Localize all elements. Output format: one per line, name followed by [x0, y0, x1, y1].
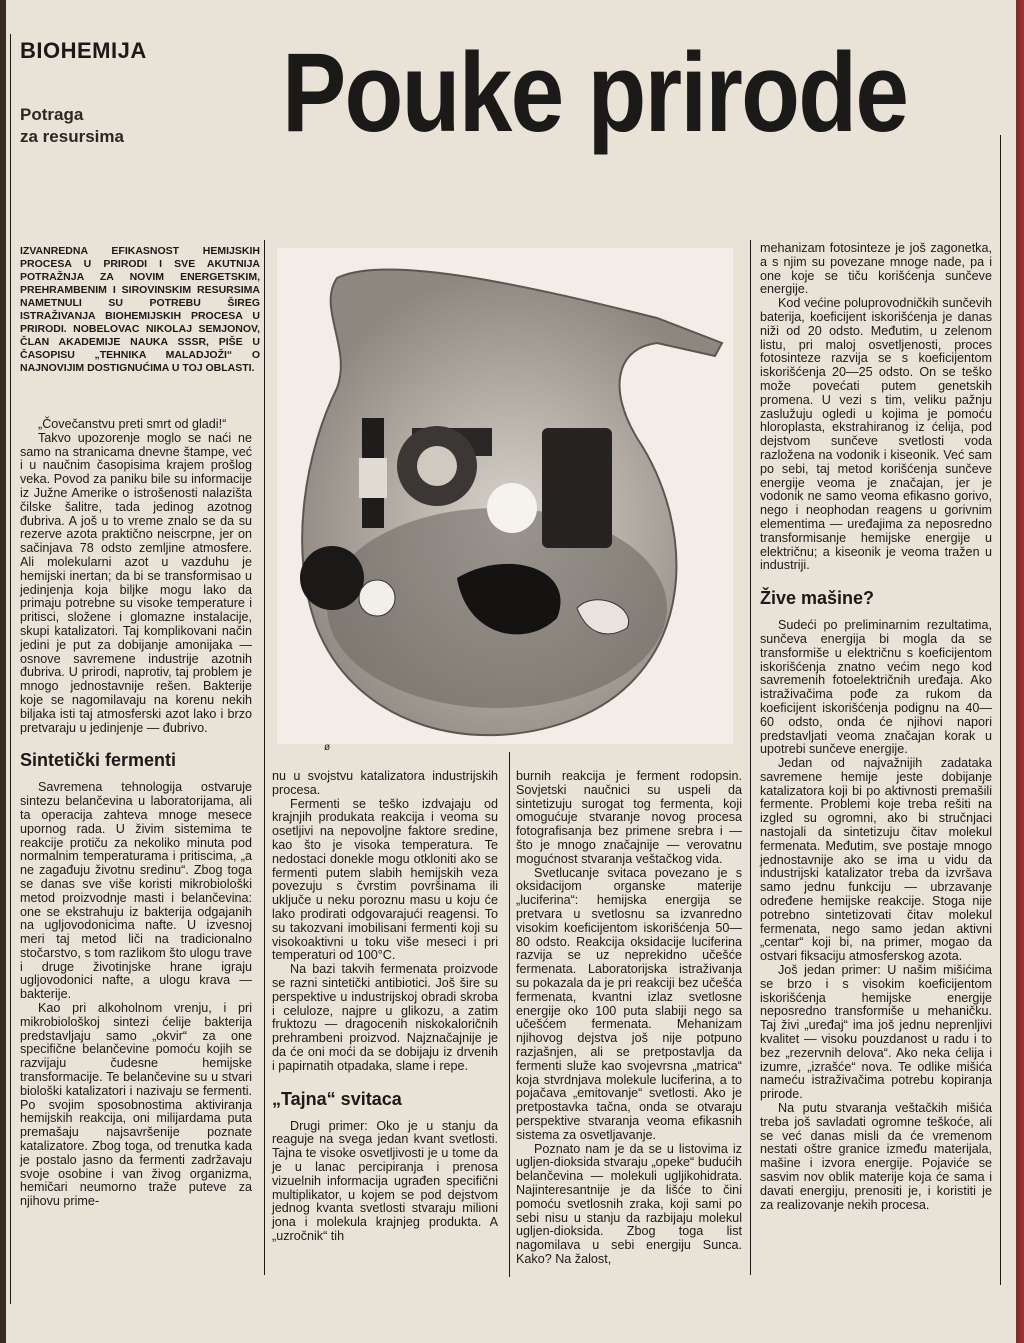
paragraph: Poznato nam je da se u listovima iz ugljen-dioksida stvaraju „opeke“ budućih belančevina — molekuli ugljikohidrata. Najinteresantnije je da lišće to čini pomoću svetlosnih zraka, koji sami po sebi nisu u stanju da razbijaju molekul ugljen-dioksida. Zbog toga list nagomilava u sebi energiju Sunca. Kako? Na žalost,	[516, 1141, 742, 1266]
text-column-4	[760, 242, 992, 1212]
paragraph: Još jedan primer: U našim mišićima se brzo i s visokim koeficijentom iskorišćenja hemijske energije neposredno transformiše u mehaničku. Taj živi „uređaj“ ima još jednu neprenljivi kvalitet — visoku pouzdanost u radu i to bez „rezervnih delova“. Ako neka ćelija i izumre, „izrašće“ nova. Te odlike mišića nameću istraživačima potrebu kopiranja prirode.	[760, 963, 992, 1102]
glass-flask-icon	[277, 248, 733, 744]
section-rule	[10, 34, 11, 1304]
subheading-tajna-svitaca: „Tajna“ svitaca	[272, 1088, 402, 1109]
paragraph: Svetlucanje svitaca povezano je s oksidacijom organske materije „luciferina“: hemijska energija se pretvara u svetlosnu sa izvanredno visokim koeficijentom iskorišćenja 50—80 odsto. Reakcija oksidacije luciferina razvija se uz neprekidno učešće fermenata. Laboratorijska istraživanja su pokazala da je pri reakciji bez učešća fermenata, kvantni izlaz svetlosne energije oko 100 puta slabiji nego sa učešćem fermenata. Mehanizam njihovog dejstva još nije potpuno razjašnjen, ali se pretpostavlja da fermenti služe kao svojevrsna „matrica“ koja stvrdnjava molekule luciferina, a to pojačava „emitovanje“ svetlosti. Ako je pretpostavka tačna, onda se otvaraju perspektive stvaranja veoma efikasnih sistema za osvetljavanje.	[516, 865, 742, 1142]
paragraph: nu u svojstvu katalizatora industrijskih procesa.	[272, 769, 498, 797]
paragraph: Savremena tehnologija ostvaruje sintezu belančevina u laboratorijama, ali ta operacija zahteva mnoge mesece upornog rada. U živim sistemima te reakcije protiču za nekoliko minuta pod normalnim temperaturama i pritiscima, „a ne zagađuju životnu sredinu“. Zbog toga se danas sve više koristi mikrobiološki metod proizvodnje masti i belančevina: one se ekstrahuju iz bakterija odgajanih na ugljovodonicima nafte. U izvesnoj meri taj metod liči na tradicionalno stočarstvo, s tom razlikom što ulogu trave i druge životinjske hrane igraju ugljovodonici nafte, a ulogu krava — bakterije.	[20, 780, 252, 1002]
column-rule-3	[750, 240, 751, 1275]
paragraph: Na putu stvaranja veštačkih mišića treba još savladati ogromne teškoće, ali se već danas misli da će vremenom nestati oštre granice između materijala, mašine i izvora energije. Pojaviće se sasvim nov oblik materije koja će sama i davati energiju, prenositi je, i koristiti je za realizovanje nekih procesa.	[760, 1101, 992, 1212]
article-lead: IZVANREDNA EFIKASNOST HEMIJSKIH PROCESA U PRIRODI I SVE AKUTNIJA POTRAŽNJA ZA NOVIM ENERGETSKIM, PREHRAMBENIM I SIROVINSKIM RESURSIMA NAMETNULI SU POTREBU ŠIREG ISTRAŽIVANJA BIOHEMIJSKIH PROCESA U PRIRODI. NOBELOVAC NIKOLAJ SEMJONOV, ČLAN AKADEMIJE NAUKA SSSR, PIŠE U ČASOPISU „TEHNIKA MALADJOŽI“ O NAJNOVIJIM DOSTIGNUĆIMA U TOJ OBLASTI.	[20, 245, 260, 374]
subheading-zive-masine: Žive mašine?	[760, 588, 875, 609]
subsection-line-1: Potraga	[20, 105, 84, 124]
article-headline: Pouke prirode	[282, 30, 908, 155]
column-rule-2	[509, 752, 510, 1277]
subheading-sinteticki-fermenti: Sintetički fermenti	[20, 750, 177, 771]
subsection-line-2: za resursima	[20, 127, 124, 146]
still-life-photo	[277, 248, 733, 744]
paragraph: burnih reakcija je ferment rodopsin. Sovjetski naučnici su uspeli da sintetizuju surogat tog fermenta, koji omogućuje stvaranje novog procesa fotografisanja bez primene srebra i — što je mnogo značajnije — verovatnu mogućnost stvaranja veštačkog vida.	[516, 769, 742, 866]
text-column-1	[20, 418, 252, 1209]
photo-mark: ø	[324, 742, 331, 753]
paragraph: mehanizam fotosinteze je još zagonetka, a s njim su povezane mnoge nade, pa i one koje se tiču korišćenja sunčeve energije.	[760, 241, 992, 297]
column-rule-1	[264, 240, 265, 1275]
text-column-2	[272, 770, 498, 1244]
text-column-3	[516, 770, 742, 1267]
paragraph: Kao pri alkoholnom vrenju, i pri mikrobiološkoj sintezi ćelije bakterija predstavljaju samo „okvir“ za one specifične belančevine pomoću kojih se razvijaju čudesne hemijske transformacije. Te belančevine su u stvari biološki katalizatori i nazivaju se fermenti. Po svojim sposobnostima aktiviranja hemijskih reakcija, oni milijardama puta premašaju najsavršenije poznate katalizatore. Zbog toga, od trenutka kada je postalo jasno da fermenti zadržavaju svoje osobine i van živog organizma, hemičari neumorno traže puteve za njihovu prime-	[20, 1001, 252, 1209]
paragraph: „Čovečanstvu preti smrt od gladi!“	[38, 417, 227, 431]
page-edge-left	[0, 0, 6, 1343]
paragraph: Sudeći po preliminarnim rezultatima, sunčeva energija bi mogla da se transformiše u električnu s koeficijentom iskorišćenja znatno većim nego kod savremenih fotoelektričnih uređaja. Ako istraživačima pođe za rukom da koeficijent iskorišćenja podignu na 40—60 odsto, onda će njihovi napori predstavljati veoma značajan korak u upotrebi sunčeve energije.	[760, 618, 992, 757]
paragraph: Na bazi takvih fermenata proizvode se razni sintetički antibiotici. Još šire su perspektive u industrijskoj obradi skroba i celuloze, najpre u glikozu, a zatim fruktozu — dragocenih niskokaloričnih prehrambeni proizvod. Najznačajnije je da će oni moći da se dobijaju iz drvenih i papirnatih otpadaka, slame i repe.	[272, 962, 498, 1073]
paragraph: Drugi primer: Oko je u stanju da reaguje na svega jedan kvant svetlosti. Tajna te visoke osvetljivosti je u tome da je u lanac percipiranja i prenosa vizuelnih informacija ugrađen specifični multiplikator, u kojem se pod dejstvom jednog kvanta svetlosti stvaraju milioni jona i molekula krajnjeg produkta. A „uzročnik“ tih	[272, 1118, 498, 1243]
paragraph: Kod većine poluprovodničkih sunčevih baterija, koeficijent iskorišćenja je danas niži od 20 odsto. Međutim, u zelenom listu, pri maloj osvetljenosti, proces fotosinteze razvija se s koeficijentom iskorišćenja 20—25 odsto. On se teško može povećati putem genetskih promena. U vezi s tim, veliku pažnju zaslužuju ogledi u kojima je pomoću hloroplasta, ekstrahiranog iz ćelija, pod dejstvom sunčeve svetlosti voda razložena na vodonik i kiseonik. Već sam po sebi, taj metod korišćenja sunčeve energije veoma je značajan, jer je vodonik ne samo veoma efikasno gorivo, nego i neophodan reagens u gorivnim elementima — uređajima za neposredno transformisanje hemijske energije u električnu; a kiseonik je veoma tražen u industriji.	[760, 296, 992, 573]
subsection-label	[20, 104, 124, 148]
page-edge-right	[1016, 0, 1024, 1343]
section-label: BIOHEMIJA	[20, 38, 147, 63]
paragraph: Takvo upozorenje moglo se naći ne samo na stranicama dnevne štampe, već i u naučnim časopisima krajem prošlog veka. Povod za paniku bile su informacije iz Južne Amerike o istrošenosti nalazišta čilske šalitre, tada jedinog azotnog đubriva. A još u to vreme znalo se da su rezerve azota praktično neiscrpne, jer on sačinjava 78 odsto zemljine atmosfere. Ali molekularni azot u vazduhu je hemijski inertan; da bi se transformisao u jedinjenja koja biljke mogu lako da primaju potrebne su visoke temperature i pritisci, složene i glomazne instalacije, skupi katalizatori. Taj komplikovani način jedini je put za dobijanje amonijaka — osnove savremene industrije azotnih đubriva. U prirodi, naprotiv, taj problem je mnogo jednostavnije rešen. Bakterije koje se nagomilavaju na korenu nekih biljaka isti taj atmosferski azot lako i brzo pretvaraju u jedinjenje — đubrivo.	[20, 430, 252, 735]
paragraph: Jedan od najvažnijih zadataka savremene hemije jeste dobijanje katalizatora koji bi po aktivnosti premašili fermente. Problemi koje treba rešiti na izgled su ogromni, ako bi stručnjaci nastojali da sintetizuju čitav molekul fermenata. Međutim, sve postaje mnogo jednostavnije ako se ima u vidu da industrijski katalizator treba da izvršava samo jednu funkciju — ubrzavanje određene hemijske reakcije. Stoga nije potrebno sintetizovati čitav molekul fermenata, nego samo jedan aktivni „centar“ koji bi, na primer, mogao da ostvari fiksaciju atmosferskog azota.	[760, 756, 992, 964]
column-rule-4	[1000, 135, 1001, 1285]
paragraph: Fermenti se teško izdvajaju od krajnjih produkata reakcija i veoma su osetljivi na nepovoljne faktore sredine, kao što je visoka temperatura. Te nedostaci donekle mogu otkloniti ako se fermenti putem slabih hemijskih veza povezuju s čvrstim površinama ili uključe u neku poroznu masu u koju će lako prodirati odgovarajući reagensi. To su takozvani imobilisani fermenti koji su visokoaktivni u toku više meseci i pri temperaturi od 100°C.	[272, 796, 498, 963]
